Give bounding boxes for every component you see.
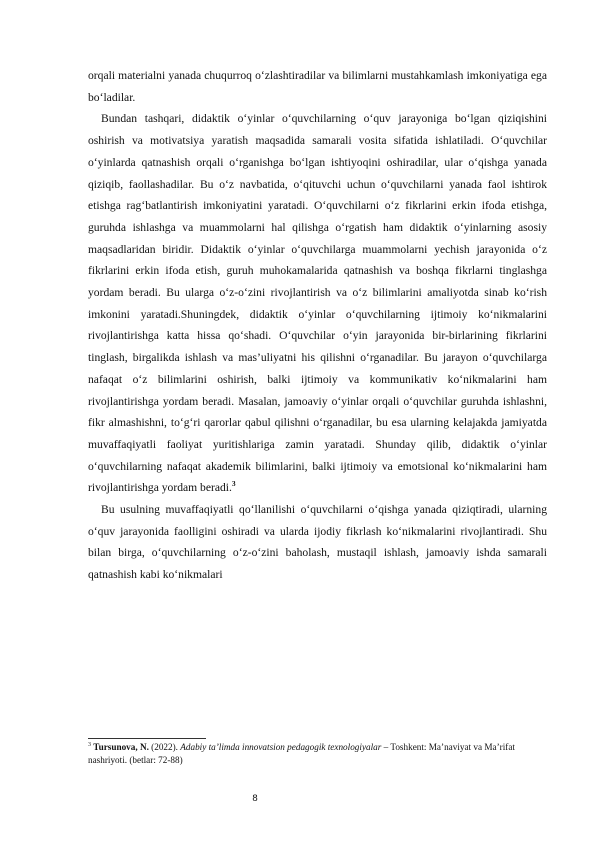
footnote-mark: 3 [88,741,91,748]
body-text [88,65,547,586]
footnote-reference[interactable]: 3 [231,479,236,489]
footnote-publisher: – Toshkent: Ma’naviyat va Ma’rifat nashriyoti. (betlar: 72-88) [88,742,515,765]
page-number: 8 [252,793,258,804]
footnote-author: Tursunova, N. [93,742,149,752]
footnote-separator [88,738,206,739]
paragraph-didactic-games [88,108,547,499]
paragraph-method-usage: Bu usulning muvaffaqiyatli qo‘llanilishi o‘quvchilarni o‘qishga yanada qiziqtiradi, ularning o‘quv jarayonida faolligini oshiradi va ularda ijodiy fikrlash ko‘nikmalarini rivojlantiradi. Shu bilan birga, o‘quvchilarning o‘z-o‘zini baholash, mustaqil ishlash, jamoaviy ishda samarali qatnashish kabi ko‘nikmalari [88,503,547,582]
footnote-title: Adabiy ta’limda innovatsion pedagogik texnologiyalar [180,742,382,752]
footnote-year: (2022). [148,742,181,752]
footnote [88,741,547,766]
paragraph-continuation: orqali materialni yanada chuqurroq o‘zlashtiradilar va bilimlarni mustahkamlash imkoniyatiga ega bo‘ladilar. [88,69,547,104]
paragraph-text: Bundan tashqari, didaktik o‘yinlar o‘quvchilarning o‘quv jarayoniga bo‘lgan qiziqishini oshirish va motivatsiya yaratish maqsadida samarali vosita sifatida ishlatiladi. O‘quvchilar o‘yinlarda qatnashish orqali o‘rganishga bo‘lgan ishtiyoqini oshiradilar, ular o‘qishga yanada qiziqib, faollashadilar. Bu o‘z navbatida, o‘qituvchi uchun o‘quvchilarni yanada faol ishtirok etishga rag‘batlantirish imkoniyatini yaratadi. O‘quvchilarni o‘z fikrlarini erkin ifoda etishga, guruhda ishlashga va muammolarni hal qilishga o‘rgatish ham didaktik o‘yinlarning asosiy maqsadlaridan biridir. Didaktik o‘yinlar o‘quvchilarga muammolarni yechish jarayonida o‘z fikrlarini erkin ifoda etish, guruh muhokamalarida qatnashish va boshqa fikrlarni tinglashga yordam beradi. Bu ularga o‘z-o‘zini rivojlantirish va o‘z bilimlarini amaliyotda sinab ko‘rish imkonini yaratadi.Shuningdek, didaktik o‘yinlar o‘quvchilarning ijtimoiy ko‘nikmalarini rivojlantirishga katta hissa qo‘shadi. O‘quvchilar o‘yin jarayonida bir-birlarining fikrlarini tinglash, birgalikda ishlash va mas’uliyatni his qilishni o‘rganadilar. Bu jarayon o‘quvchilarga nafaqat o‘z bilimlarini oshirish, balki ijtimoiy va kommunikativ ko‘nikmalarini ham rivojlantirishga yordam beradi. Masalan, jamoaviy o‘yinlar orqali o‘quvchilar guruhda ishlashni, fikr almashishni, to‘g‘ri qarorlar qabul qilishni o‘rganadilar, bu esa ularning kelajakda jamiyatda muvaffaqiyatli faoliyat yuritishlariga zamin yaratadi. Shunday qilib, didaktik o‘yinlar o‘quvchilarning nafaqat akademik bilimlarini, balki ijtimoiy va emotsional ko‘nikmalarini ham rivojlantirishga yordam beradi. [88,112,547,495]
